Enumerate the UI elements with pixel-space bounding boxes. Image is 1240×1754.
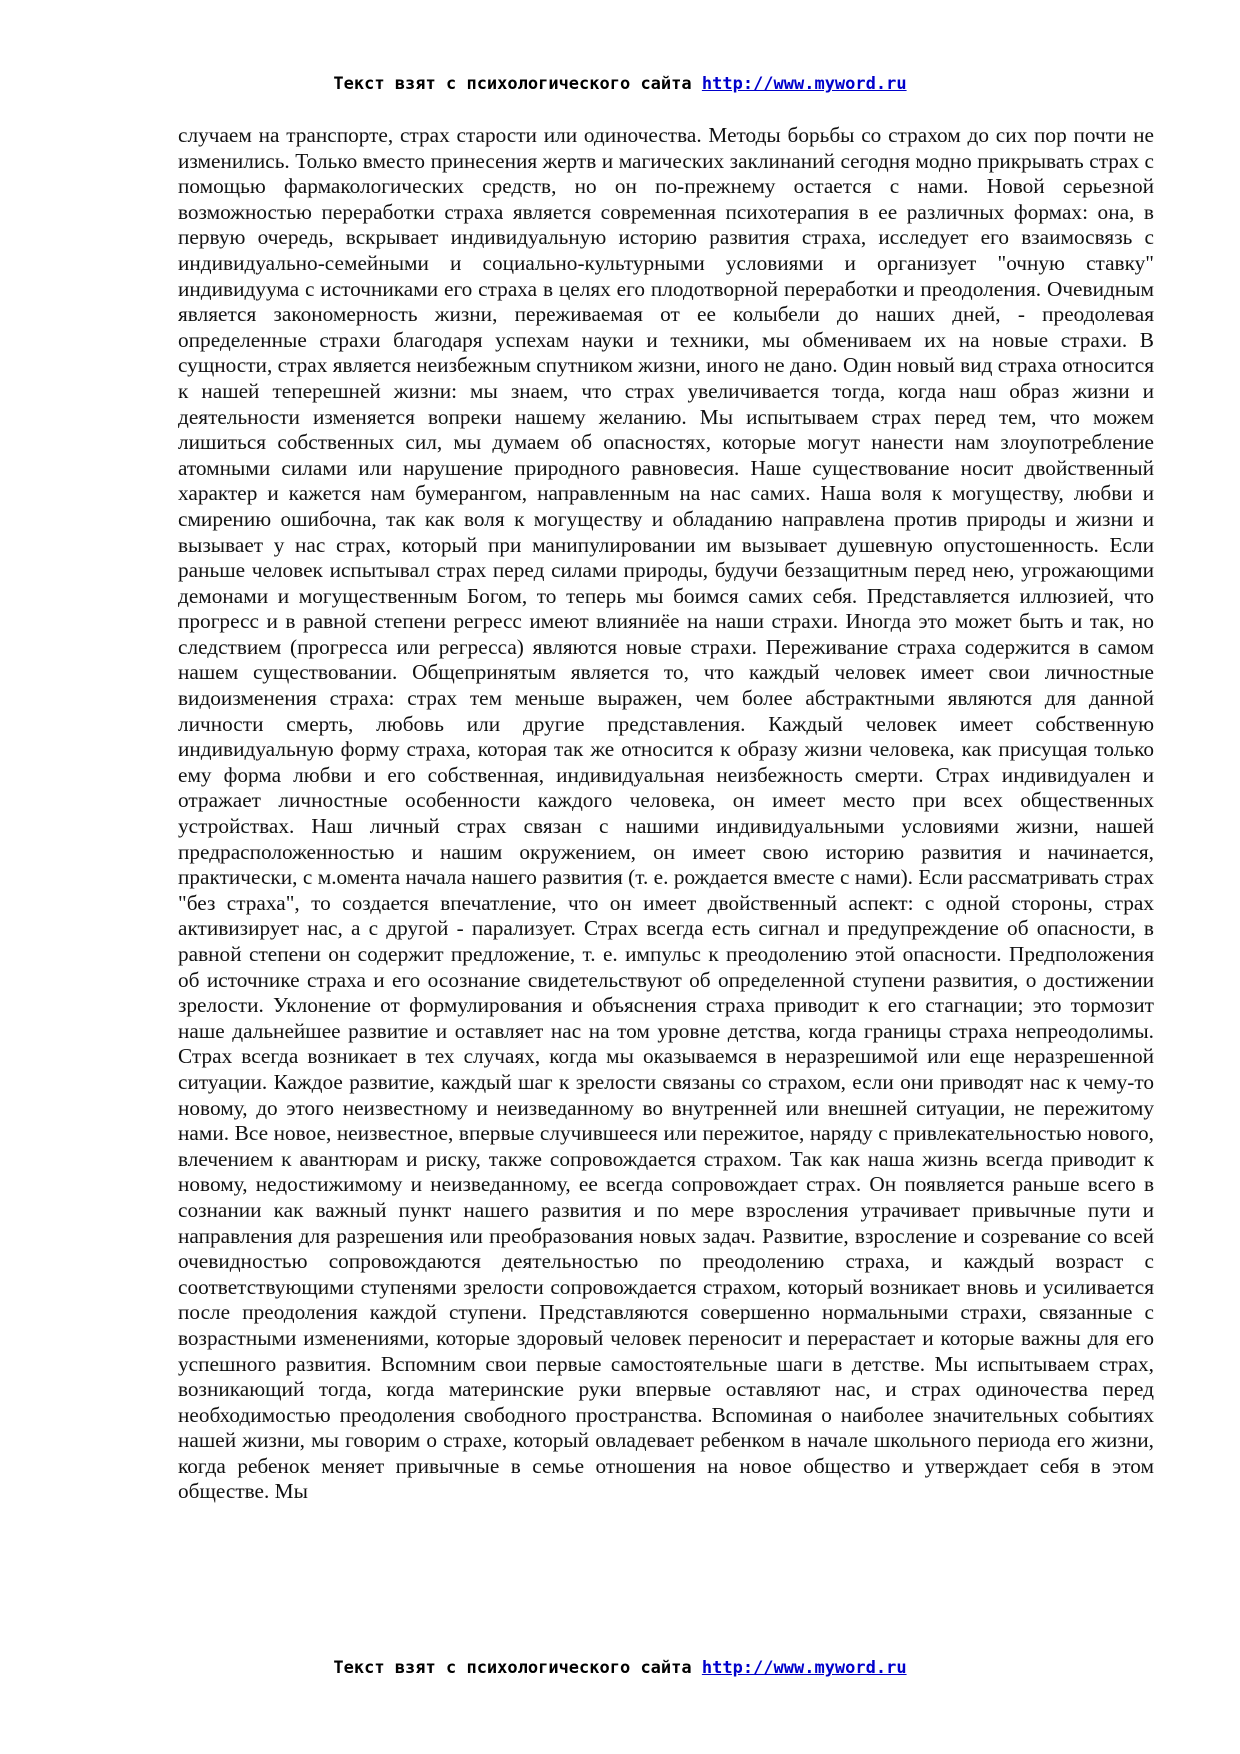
footer-source-link[interactable]: http://www.myword.ru	[701, 1658, 907, 1678]
body-paragraph: случаем на транспорте, страх старости или одиночества. Методы борьбы со страхом до сих пор почти не изменились. Только вместо принесения жертв и магических заклинаний сегодня модно прикрывать страх с помощью фармакологических средств, но он по-прежнему остается с нами. Новой серьезной возможностью переработки страха является современная психотерапия в ее различных формах: она, в первую очередь, вскрывает индивидуальную историю развития страха, исследует его взаимосвязь с индивидуально-семейными и социально-культурными условиями и организует "очную ставку" индивидуума с источниками его страха в целях его плодотворной переработки и преодоления. Очевидным является закономерность жизни, переживаемая от ее колыбели до наших дней, - преодолевая определенные страхи благодаря успехам науки и техники, мы обмениваем их на новые страхи. В сущности, страх является неизбежным спутником жизни, иного не дано. Один новый вид страха относится к нашей теперешней жизни: мы знаем, что страх увеличивается тогда, когда наш образ жизни и деятельности изменяется вопреки нашему желанию. Мы испытываем страх перед тем, что можем лишиться собственных сил, мы думаем об опасностях, которые могут нанести нам злоупотребление атомными силами или нарушение природного равновесия. Наше существование носит двойственный характер и кажется нам бумерангом, направленным на нас самих. Наша воля к могуществу, любви и смирению ошибочна, так как воля к могуществу и обладанию направлена против природы и жизни и вызывает у нас страх, который при манипулировании им вызывает душевную опустошенность. Если раньше человек испытывал страх перед силами природы, будучи беззащитным перед нею, угрожающими демонами и могущественным Богом, то теперь мы боимся самих себя. Представляется иллюзией, что прогресс и в равной степени регресс имеют влияниёе на наши страхи. Иногда это может быть и так, но следствием (прогресса или регресса) являются новые страхи. Переживание страха содержится в самом нашем существовании. Общепринятым является то, что каждый человек имеет свои личностные видоизменения страха: страх тем меньше выражен, чем более абстрактными являются для данной личности смерть, любовь или другие представления. Каждый человек имеет собственную индивидуальную форму страха, которая так же относится к образу жизни человека, как присущая только ему форма любви и его собственная, индивидуальная неизбежность смерти. Страх индивидуален и отражает личностные особенности каждого человека, он имеет место при всех общественных устройствах. Наш личный страх связан с нашими индивидуальными условиями жизни, нашей предрасположенностью и нашим окружением, он имеет свою историю развития и начинается, практически, с м.омента начала нашего развития (т. е. рождается вместе с нами). Если рассматривать страх "без страха", то создается впечатление, что он имеет двойственный аспект: с одной стороны, страх активизирует нас, а с другой - парализует. Страх всегда есть сигнал и предупреждение об опасности, в равной степени он содержит предложение, т. е. импульс к преодолению этой опасности. Предположения об источнике страха и его осознание свидетельствуют об определенной ступени развития, о достижении зрелости. Уклонение от формулирования и объяснения страха приводит к его стагнации; это тормозит наше дальнейшее развитие и оставляет нас на том уровне детства, когда границы страха непреодолимы. Страх всегда возникает в тех случаях, когда мы оказываемся в неразрешимой или еще неразрешенной ситуации. Каждое развитие, каждый шаг к зрелости связаны со страхом, если они приводят нас к чему-то новому, до этого неизвестному и неизведанному во внутренней или внешней ситуации, не пережитому нами. Все новое, неизвестное, впервые случившееся или пережитое, наряду с привлекательностью нового, влечением к авантюрам и риску, также сопровождается страхом. Так как наша жизнь всегда приводит к новому, недостижимому и неизведанному, ее всегда сопровождает страх. Он появляется раньше всего в сознании как важный пункт нашего развития и по мере взросления утрачивает привычные пути и направления для разрешения или преобразования новых задач. Развитие, взросление и созревание со всей очевидностью сопровождаются деятельностью по преодолению страха, и каждый возраст с соответствующими ступенями зрелости сопровождается страхом, который возникает вновь и усиливается после преодоления каждой ступени. Представляются совершенно нормальными страхи, связанные с возрастными изменениями, которые здоровый человек переносит и перерастает и которые важны для его успешного развития. Вспомним свои первые самостоятельные шаги в детстве. Мы испытываем страх, возникающий тогда, когда материнские руки впервые оставляют нас, и страх одиночества перед необходимостью преодоления свободного пространства. Вспоминая о наиболее значительных событиях нашей жизни, мы говорим о страхе, который овладевает ребенком в начале школьного периода его жизни, когда ребенок меняет привычные в семье отношения на новое общество и утверждает себя в этом обществе. Мы	[178, 123, 1154, 1504]
page-footer	[0, 1658, 1240, 1678]
footer-source-text: Текст взят с психологического сайта	[333, 1658, 702, 1678]
header-source-text: Текст взят с психологического сайта	[333, 74, 702, 94]
page-header	[0, 74, 1240, 94]
header-source-link[interactable]: http://www.myword.ru	[701, 74, 907, 94]
